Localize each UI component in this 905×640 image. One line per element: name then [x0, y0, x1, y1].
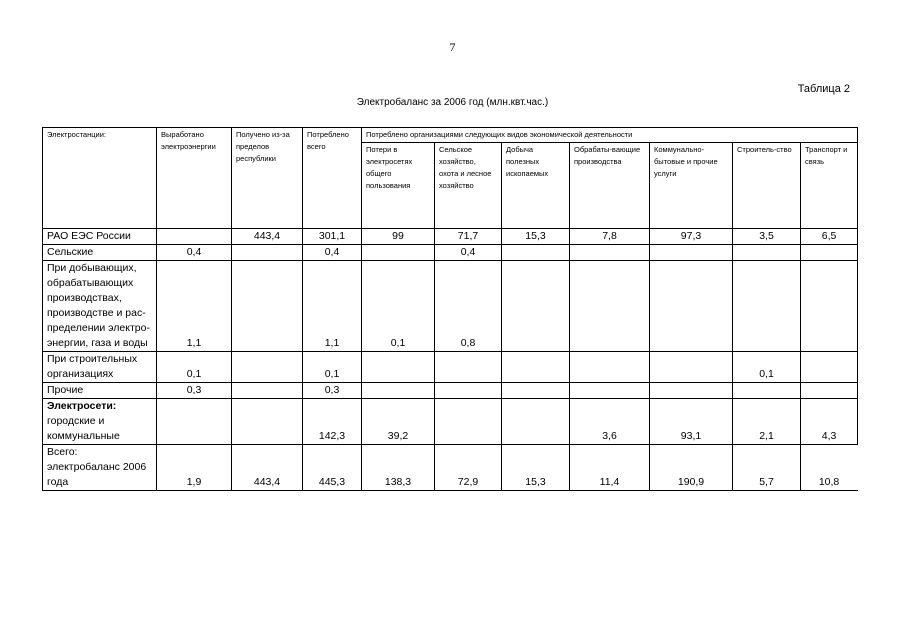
cell-value: 190,9 [650, 445, 733, 491]
cell-value: 142,3 [303, 399, 362, 445]
cell-value: 71,7 [435, 229, 502, 245]
row-group-heading: Электросети: [47, 400, 117, 412]
header-generated: Выработано электроэнергии [157, 128, 232, 229]
row-name-text: городские и коммунальные [47, 415, 120, 442]
cell-value: 97,3 [650, 229, 733, 245]
cell-value [232, 383, 303, 399]
cell-value [502, 245, 570, 261]
cell-value [650, 352, 733, 383]
table-row [43, 245, 858, 261]
cell-value [157, 399, 232, 445]
cell-value [232, 399, 303, 445]
header-stations: Электростанции: [43, 128, 157, 229]
row-name [43, 261, 157, 352]
cell-value: 138,3 [362, 445, 435, 491]
cell-value [362, 383, 435, 399]
cell-value [232, 261, 303, 352]
row-name-text: При строительных организациях [47, 353, 138, 380]
cell-value: 72,9 [435, 445, 502, 491]
cell-value [362, 245, 435, 261]
cell-value: 0,1 [303, 352, 362, 383]
cell-value [801, 383, 858, 399]
header-received: Получено из-за пределов республики [232, 128, 303, 229]
row-name-text: РАО ЕЭС России [47, 230, 131, 242]
cell-value: 0,3 [157, 383, 232, 399]
cell-value [435, 383, 502, 399]
cell-value [435, 352, 502, 383]
cell-value: 0,4 [157, 245, 232, 261]
cell-value [435, 399, 502, 445]
row-name [43, 245, 157, 261]
cell-value [570, 352, 650, 383]
header-mining: Добыча полезных ископаемых [502, 143, 570, 229]
cell-value [502, 383, 570, 399]
cell-value [157, 229, 232, 245]
cell-value: 1,1 [303, 261, 362, 352]
row-name-text: При добывающих, обрабатывающих производствах, производстве и рас-пределении электро-энергии, газа и воды [47, 262, 150, 349]
cell-value: 99 [362, 229, 435, 245]
cell-value [502, 261, 570, 352]
cell-value: 10,8 [801, 445, 858, 491]
header-manufacturing: Обрабаты-вающие производства [570, 143, 650, 229]
header-construction: Строитель-ство [733, 143, 801, 229]
header-consumed: Потреблено всего [303, 128, 362, 229]
header-utilities: Коммунально-бытовые и прочие услуги [650, 143, 733, 229]
cell-value [502, 399, 570, 445]
table-row [43, 352, 858, 383]
cell-value [570, 383, 650, 399]
cell-value [733, 383, 801, 399]
cell-value: 0,1 [157, 352, 232, 383]
table-row [43, 261, 858, 352]
header-consumption-group: Потреблено организациями следующих видов экономической деятельности [362, 128, 858, 143]
cell-value: 6,5 [801, 229, 858, 245]
row-name [43, 399, 157, 445]
cell-value: 15,3 [502, 445, 570, 491]
cell-value: 2,1 [733, 399, 801, 445]
cell-value [502, 352, 570, 383]
cell-value: 0,4 [303, 245, 362, 261]
table-row [43, 383, 858, 399]
cell-value [362, 352, 435, 383]
cell-value: 0,8 [435, 261, 502, 352]
cell-value: 3,6 [570, 399, 650, 445]
cell-value [570, 261, 650, 352]
row-name [43, 229, 157, 245]
cell-value: 5,7 [733, 445, 801, 491]
cell-value: 11,4 [570, 445, 650, 491]
cell-value [801, 261, 858, 352]
cell-value: 443,4 [232, 445, 303, 491]
cell-value [801, 352, 858, 383]
cell-value: 15,3 [502, 229, 570, 245]
cell-value: 3,5 [733, 229, 801, 245]
cell-value [733, 245, 801, 261]
row-name-text: Всего: электробаланс 2006 года [47, 446, 147, 488]
cell-value: 445,3 [303, 445, 362, 491]
table-label: Таблица 2 [797, 83, 850, 95]
cell-value: 443,4 [232, 229, 303, 245]
cell-value: 1,9 [157, 445, 232, 491]
cell-value: 301,1 [303, 229, 362, 245]
cell-value: 0,1 [733, 352, 801, 383]
cell-value: 1,1 [157, 261, 232, 352]
cell-value: 0,4 [435, 245, 502, 261]
table-row [43, 399, 858, 445]
row-name [43, 352, 157, 383]
cell-value: 4,3 [801, 399, 858, 445]
cell-value: 0,1 [362, 261, 435, 352]
cell-value: 93,1 [650, 399, 733, 445]
page-number: 7 [449, 40, 456, 54]
cell-value [801, 245, 858, 261]
cell-value [232, 245, 303, 261]
cell-value: 39,2 [362, 399, 435, 445]
cell-value [650, 245, 733, 261]
cell-value [570, 245, 650, 261]
cell-value [733, 261, 801, 352]
cell-value [650, 383, 733, 399]
header-transport: Транспорт и связь [801, 143, 858, 229]
row-name [43, 383, 157, 399]
cell-value [650, 261, 733, 352]
row-name-text: Прочие [47, 384, 84, 396]
cell-value: 7,8 [570, 229, 650, 245]
header-agriculture: Сельское хозяйство, охота и лесное хозяйство [435, 143, 502, 229]
electro-balance-table [42, 127, 858, 491]
table-row [43, 229, 858, 245]
cell-value [232, 352, 303, 383]
document-title: Электробаланс за 2006 год (млн.квт.час.) [356, 97, 549, 108]
cell-value: 0,3 [303, 383, 362, 399]
table-row [43, 445, 858, 491]
row-name-text: Сельские [47, 246, 94, 258]
header-losses: Потери в электросетях общего пользования [362, 143, 435, 229]
row-name [43, 445, 157, 491]
